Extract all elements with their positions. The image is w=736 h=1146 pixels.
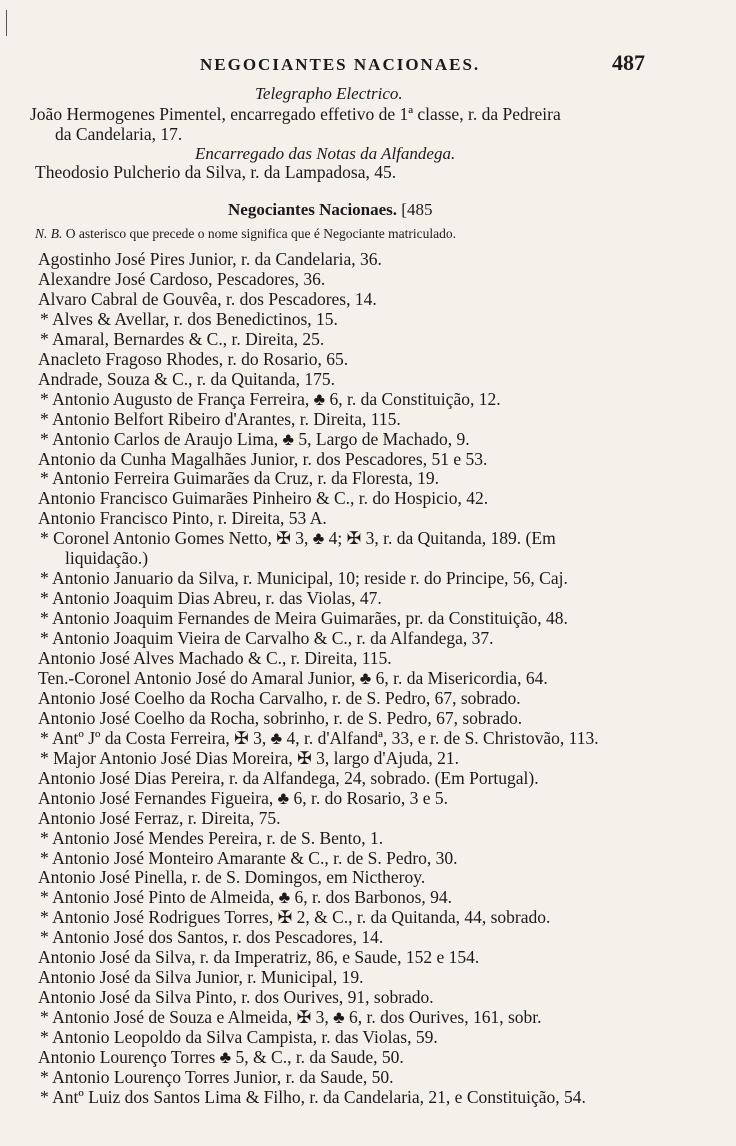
directory-entry: Antonio Francisco Pinto, r. Direita, 53 A. [38, 508, 327, 529]
directory-entry: * Antonio Joaquim Vieira de Carvalho & C., r. da Alfandega, 37. [40, 628, 494, 649]
directory-entry: * Amaral, Bernardes & C., r. Direita, 25. [40, 328, 325, 349]
telegrapho-heading: Telegrapho Electrico. [255, 84, 403, 103]
directory-entry: * Antonio Carlos de Araujo Lima, ♣ 5, Largo de Machado, 9. [40, 428, 470, 449]
section-number: [485 [401, 200, 433, 219]
directory-entry: * Antonio Leopoldo da Silva Campista, r. das Violas, 59. [40, 1027, 438, 1048]
directory-entry: Antonio José da Silva, r. da Imperatriz, 86, e Saude, 152 e 154. [38, 947, 480, 968]
directory-entry: Antonio José Coelho da Rocha, sobrinho, r. de S. Pedro, 67, sobrado. [38, 707, 523, 728]
directory-entry: Antonio José Ferraz, r. Direita, 75. [38, 807, 281, 828]
directory-entry: Antonio José Alves Machado & C., r. Direita, 115. [38, 648, 392, 668]
directory-entry: * Antº Jº da Costa Ferreira, ✠ 3, ♣ 4, r. d'Alfandª, 33, e r. de S. Christovão, 113. [40, 727, 599, 748]
margin-mark [6, 10, 7, 36]
note-text: O asterisco que precede o nome significa que é Negociante matriculado. [65, 226, 456, 241]
directory-entry: * Antonio Belfort Ribeiro d'Arantes, r. Direita, 115. [40, 408, 401, 429]
directory-entry: * Coronel Antonio Gomes Netto, ✠ 3, ♣ 4; ✠ 3, r. da Quitanda, 189. (Em [40, 528, 556, 549]
directory-entry: Andrade, Souza & C., r. da Quitanda, 175. [38, 368, 335, 389]
directory-entry: Antonio José Fernandes Figueira, ♣ 6, r. do Rosario, 3 e 5. [38, 787, 449, 808]
directory-entry: Alexandre José Cardoso, Pescadores, 36. [38, 268, 326, 289]
directory-entry: * Antonio Joaquim Fernandes de Meira Guimarães, pr. da Constituição, 48. [40, 608, 568, 629]
page-number: 487 [612, 50, 645, 75]
directory-entry: * Alves & Avellar, r. dos Benedictinos, 15. [40, 308, 338, 329]
directory-entry: Ten.-Coronel Antonio José do Amaral Junior, ♣ 6, r. da Misericordia, 64. [38, 667, 548, 688]
directory-entry: Anacleto Fragoso Rhodes, r. do Rosario, 65. [38, 348, 349, 369]
directory-entry: * Antonio Augusto de França Ferreira, ♣ 6, r. da Constituição, 12. [40, 388, 501, 409]
directory-entry: * Antonio José Rodrigues Torres, ✠ 2, & C., r. da Quitanda, 44, sobrado. [40, 907, 551, 928]
directory-entry: Antonio Lourenço Torres ♣ 5, & C., r. da Saude, 50. [38, 1047, 404, 1067]
directory-entry: * Antonio Januario da Silva, r. Municipal, 10; reside r. do Principe, 56, Caj. [40, 568, 568, 589]
directory-entry: * Antonio Ferreira Guimarães da Cruz, r. da Floresta, 19. [40, 468, 439, 489]
directory-entry: * Major Antonio José Dias Moreira, ✠ 3, largo d'Ajuda, 21. [40, 747, 459, 768]
directory-entry: liquidação.) [65, 548, 149, 569]
telegrapho-line-1: João Hermogenes Pimentel, encarregado effetivo de 1ª classe, r. da Pedreira [30, 104, 561, 124]
directory-entry: Antonio José Coelho da Rocha Carvalho, r. de S. Pedro, 67, sobrado. [38, 687, 521, 708]
telegrapho-line-2: da Candelaria, 17. [55, 124, 183, 144]
directory-entry: * Antonio Joaquim Dias Abreu, r. das Violas, 47. [40, 588, 382, 609]
directory-entry: Antonio José Pinella, r. de S. Domingos, em Nictheroy. [38, 867, 426, 888]
alfandega-heading: Encarregado das Notas da Alfandega. [195, 144, 456, 163]
note-label: N. B. [35, 226, 63, 241]
section-title [228, 200, 432, 220]
directory-entry: * Antonio José Mendes Pereira, r. de S. Bento, 1. [40, 827, 384, 848]
directory-entry: Antonio José da Silva Junior, r. Municipal, 19. [38, 967, 364, 988]
running-header: NEGOCIANTES NACIONAES. [200, 55, 481, 74]
directory-entry: * Antonio José Pinto de Almeida, ♣ 6, r. dos Barbonos, 94. [40, 887, 453, 908]
directory-entry: * Antº Luiz dos Santos Lima & Filho, r. da Candelaria, 21, e Constituição, 54. [40, 1086, 586, 1107]
section-note [35, 226, 456, 242]
directory-entry: Antonio Francisco Guimarães Pinheiro & C., r. do Hospicio, 42. [38, 488, 489, 509]
directory-entry: * Antonio Lourenço Torres Junior, r. da Saude, 50. [40, 1066, 394, 1087]
directory-entry: Alvaro Cabral de Gouvêa, r. dos Pescadores, 14. [38, 288, 377, 309]
directory-entry: Antonio da Cunha Magalhães Junior, r. dos Pescadores, 51 e 53. [38, 448, 488, 469]
alfandega-line-1: Theodosio Pulcherio da Silva, r. da Lampadosa, 45. [35, 162, 397, 182]
directory-entry: * Antonio José de Souza e Almeida, ✠ 3, ♣ 6, r. dos Ourives, 161, sobr. [40, 1007, 542, 1028]
directory-entry: * Antonio José Monteiro Amarante & C., r. de S. Pedro, 30. [40, 847, 458, 868]
directory-entry: * Antonio José dos Santos, r. dos Pescadores, 14. [40, 927, 384, 948]
directory-entry: Antonio José da Silva Pinto, r. dos Ourives, 91, sobrado. [38, 987, 434, 1008]
directory-entry: Antonio José Dias Pereira, r. da Alfandega, 24, sobrado. (Em Portugal). [38, 767, 539, 788]
directory-entry: Agostinho José Pires Junior, r. da Candelaria, 36. [38, 249, 382, 269]
section-title-text: Negociantes Nacionaes. [228, 200, 398, 219]
